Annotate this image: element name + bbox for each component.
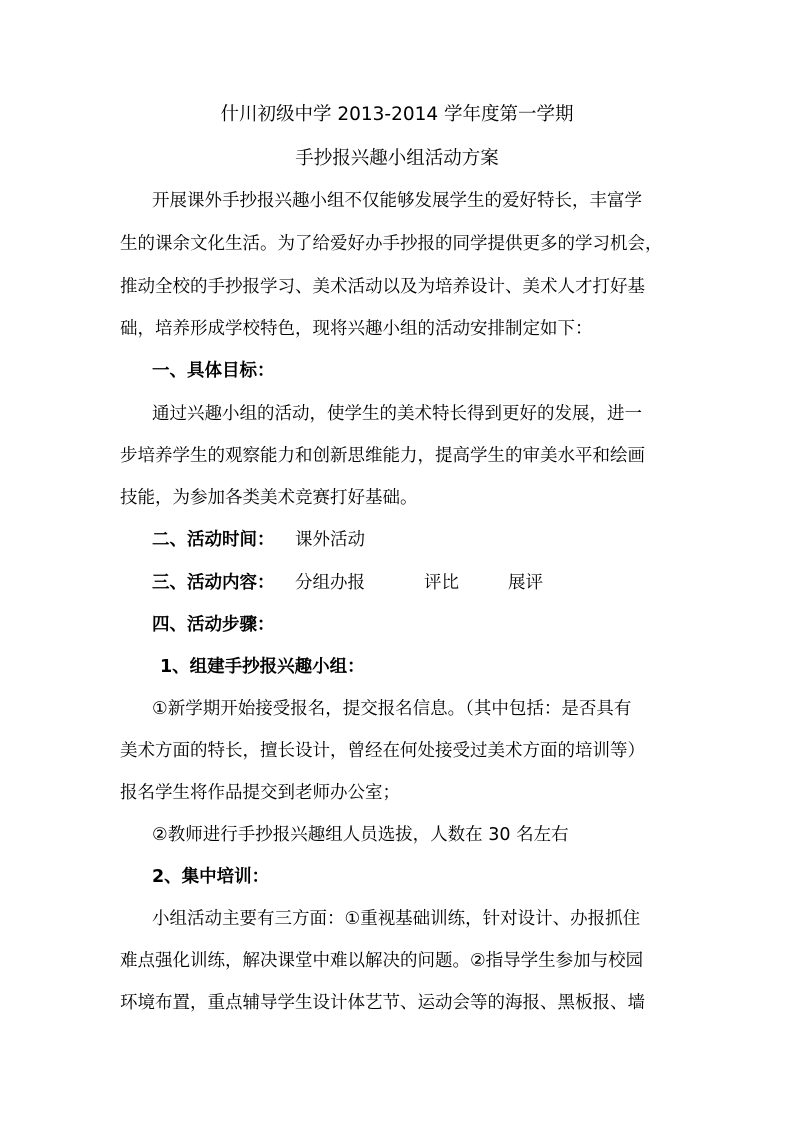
title-line-1: 什川初级中学 2013-2014 学年度第一学期 (220, 104, 574, 125)
section-2-value: 课外活动 (295, 530, 365, 550)
step-1-line-1: ①新学期开始接受报名，提交报名信息。（其中包括：是否具有 (152, 699, 632, 719)
step-1-line-2: 美术方面的特长，擅长设计，曾经在何处接受过美术方面的培训等） (120, 741, 645, 761)
intro-line-2: 生的课余文化生活。为了给爱好办手抄报的同学提供更多的学习机会， (120, 234, 663, 254)
intro-line-1: 开展课外手抄报兴趣小组不仅能够发展学生的爱好特长，丰富学 (152, 191, 642, 211)
section-4-heading: 四、活动步骤： (152, 615, 275, 635)
intro-line-3: 推动全校的手抄报学习、美术活动以及为培养设计、美术人才打好基 (120, 277, 645, 297)
section-3-heading: 三、活动内容： (152, 573, 275, 593)
intro-line-4: 础，培养形成学校特色，现将兴趣小组的活动安排制定如下： (120, 319, 593, 339)
step-1-line-4: ②教师进行手抄报兴趣组人员选拔，人数在 30 名左右 (152, 825, 569, 845)
step-2-line-1: 小组活动主要有三方面：①重视基础训练，针对设计、办报抓住 (152, 909, 641, 929)
section-1-line-3: 技能，为参加各类美术竞赛打好基础。 (120, 488, 418, 508)
section-3-item-1: 分组办报 (295, 573, 365, 593)
section-2-heading: 二、活动时间： (152, 530, 275, 550)
title-line-2: 手抄报兴趣小组活动方案 (295, 148, 499, 169)
step-2-heading: 2、集中培训： (152, 867, 270, 887)
step-2-line-3: 环境布置，重点辅导学生设计体艺节、运动会等的海报、黑板报、墙 (120, 993, 645, 1013)
section-1-line-1: 通过兴趣小组的活动，使学生的美术特长得到更好的发展，进一 (152, 404, 642, 424)
section-3-item-2: 评比 (424, 573, 459, 593)
step-1-heading: 1、组建手抄报兴趣小组： (160, 657, 365, 677)
step-1-line-3: 报名学生将作品提交到老师办公室； (120, 783, 400, 803)
section-3-item-3: 展评 (508, 573, 543, 593)
section-1-heading: 一、具体目标： (152, 361, 275, 381)
section-1-line-2: 步培养学生的观察能力和创新思维能力，提高学生的审美水平和绘画 (120, 446, 645, 466)
step-2-line-2: 难点强化训练，解决课堂中难以解决的问题。②指导学生参加与校园 (120, 951, 644, 971)
